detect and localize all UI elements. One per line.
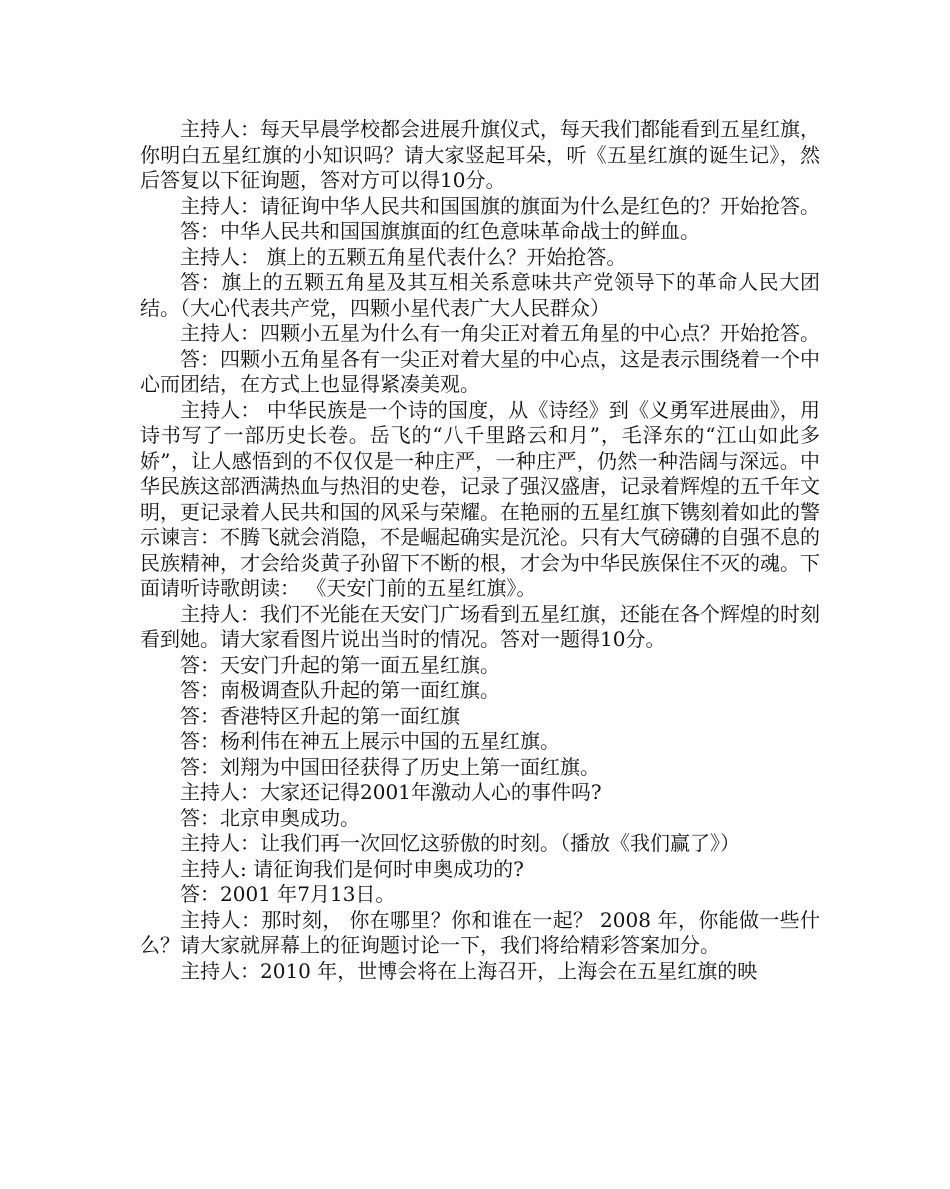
paragraph: 答：中华人民共和国国旗旗面的红色意味革命战士的鲜血。: [180, 219, 700, 243]
paragraph: 答：刘翔为中国田径获得了历史上第一面红旗。: [180, 754, 600, 779]
paragraph: 主持人：2010 年，世博会将在上海召开，上海会在五星红旗的映: [180, 958, 758, 983]
paragraph: 主持人： 旗上的五颗五角星代表什么？开始抢答。: [180, 244, 627, 269]
paragraph: 答：南极调查队升起的第一面红旗。: [180, 678, 500, 702]
paragraph: 答：旗上的五颗五角星及其互相关系意味共产党领导下的革命人民大团结。（大心代表共产党，四颗小星代表广大人民群众）: [140, 270, 820, 320]
paragraph: 主持人：请征询中华人民共和国国旗的旗面为什么是红色的？开始抢答。: [180, 193, 820, 218]
paragraph: 主持人：大家还记得2001年激动人心的事件吗?: [180, 780, 602, 804]
paragraph: 主持人：每天早晨学校都会进展升旗仪式，每天我们都能看到五星红旗，你明白五星红旗的小知识吗？请大家竖起耳朵，听《五星红旗的诞生记》，然后答复以下征询题，答对方可以得10分。: [140, 117, 820, 192]
paragraph: 答：天安门升起的第一面五星红旗。: [180, 652, 500, 677]
paragraph: 主持人： 中华民族是一个诗的国度，从《诗经》到《义勇军进展曲》，用诗书写了一部历史长卷。岳飞的“八千里路云和月”，毛泽东的“江山如此多娇”，让人感悟到的不仅仅是一种庄严，一种庄严，仍然一种浩阔与深远。中华民族这部洒满热血与热泪的史卷，记录了强汉盛唐，记录着辉煌的五千年文明，更记录着人民共和国的风采与荣耀。在艳丽的五星红旗下镌刻着如此的警示谏言：不腾飞就会消隐，不是崛起确实是沉沦。只有大气磅礴的自强不息的民族精神，才会给炎黄子孙留下不断的根，才会为中华民族保住不灭的魂。下面请听诗歌朗读： 《天安门前的五星红旗》。: [140, 397, 820, 600]
paragraph: 答：杨利伟在神五上展示中国的五星红旗。: [180, 729, 560, 753]
paragraph: 答：香港特区升起的第一面红旗: [180, 703, 460, 728]
paragraph: 答：2001 年7月13日。: [180, 882, 396, 906]
paragraph: 主持人：那时刻， 你在哪里？你和谁在一起？ 2008 年，你能做一些什么？请大家就屏幕上的征询题讨论一下，我们将给精彩答案加分。: [140, 907, 820, 957]
paragraph: 主持人：四颗小五星为什么有一角尖正对着五角星的中心点？开始抢答。: [180, 321, 820, 345]
paragraph: 主持人：让我们再一次回忆这骄傲的时刻。（播放《我们赢了》）: [180, 831, 740, 855]
paragraph: 答：四颗小五角星各有一尖正对着大星的中心点，这是表示围绕着一个中心而团结，在方式上也显得紧凑美观。: [140, 346, 820, 396]
paragraph: 主持人: 请征询我们是何时申奥成功的?: [180, 856, 524, 881]
document-body: [140, 117, 820, 984]
paragraph: 答：北京申奥成功。: [180, 805, 360, 830]
paragraph: 主持人：我们不光能在天安门广场看到五星红旗，还能在各个辉煌的时刻看到她。请大家看图片说出当时的情况。答对一题得10分。: [140, 601, 820, 651]
